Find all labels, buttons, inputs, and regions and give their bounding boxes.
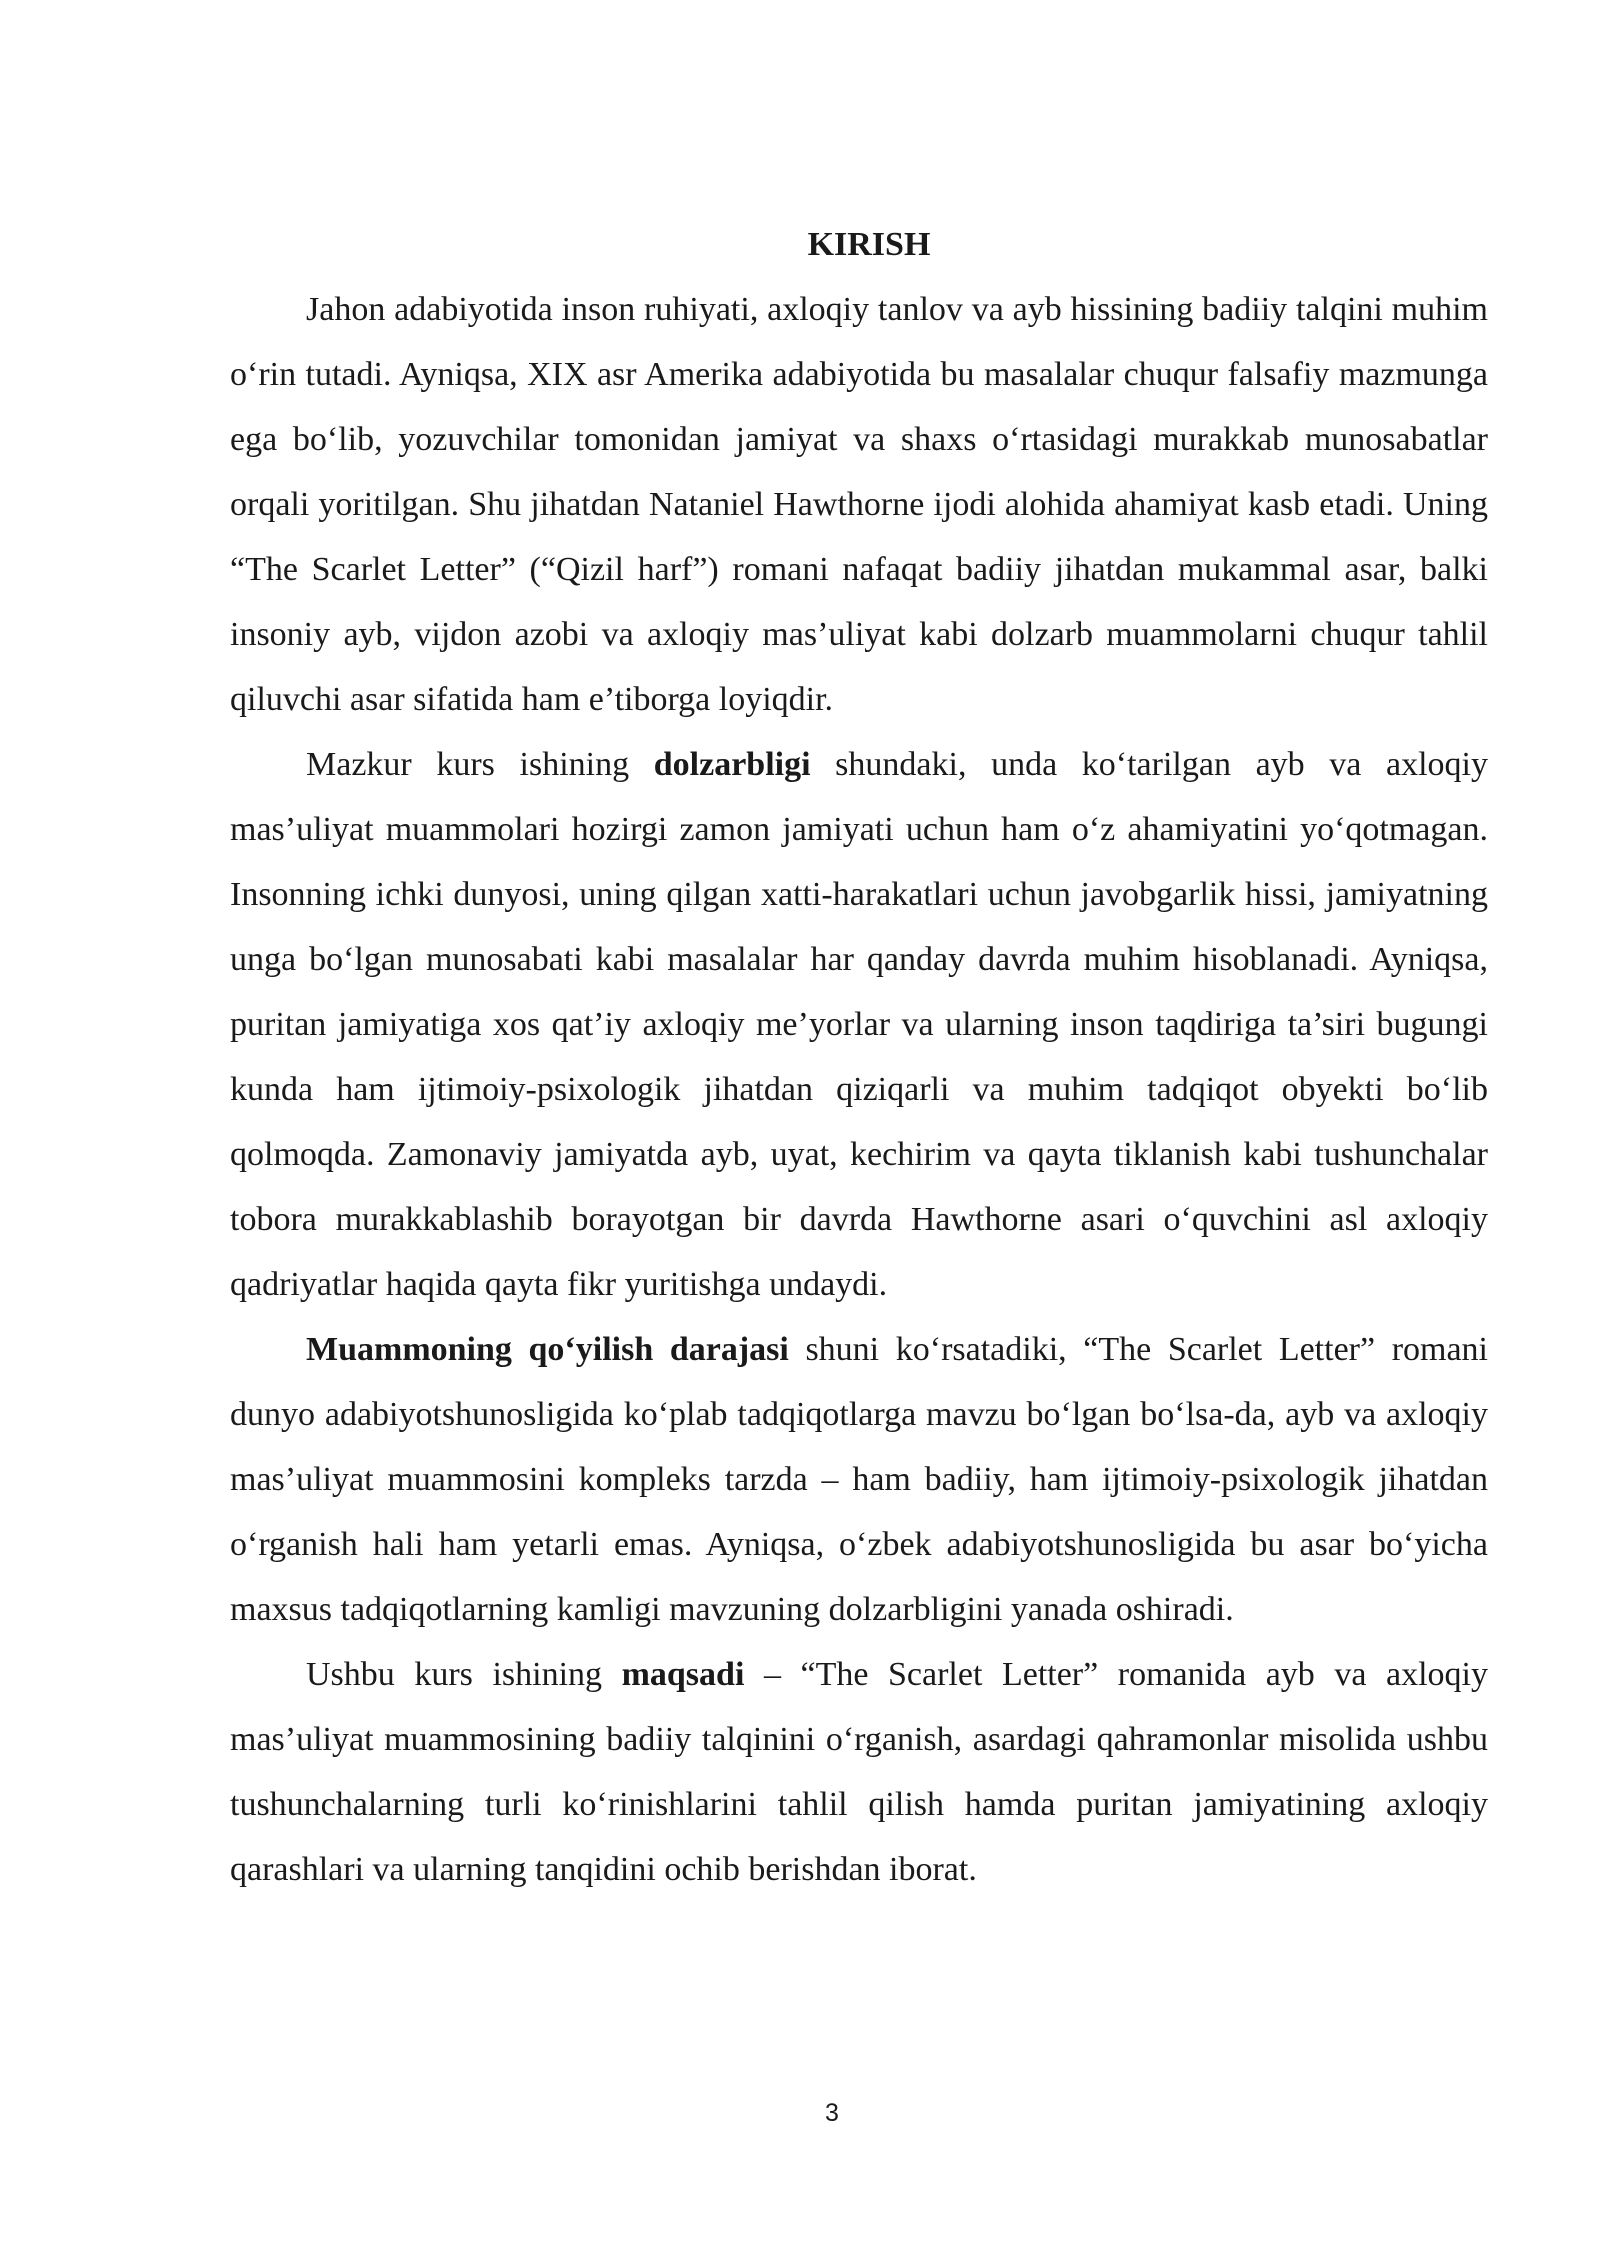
page-number: 3 (825, 2099, 839, 2127)
paragraph-text: shuni ko‘rsatadiki, “The Scarlet Letter” romani dunyo adabiyotshunosligida ko‘plab tadqiqotlarga mavzu bo‘lgan bo‘lsa-da, ayb va axloqiy mas’uliyat muammosini kompleks tarzda – ham badiiy, ham ijtimoiy-psixologik jihatdan o‘rganish hali ham yetarli emas. Ayniqsa, o‘zbek adabiyotshunosligida bu asar bo‘yicha maxsus tadqiqotlarning kamligi mavzuning dolzarbligini yanada oshiradi. (230, 1331, 1488, 1628)
bold-term: dolzarbligi (653, 746, 811, 783)
bold-term: maqsadi (621, 1656, 745, 1693)
paragraph-text: Ushbu kurs ishining (306, 1656, 622, 1693)
paragraph-text: Jahon adabiyotida inson ruhiyati, axloqiy tanlov va ayb hissining badiiy talqini muhim o‘rin tutadi. Ayniqsa, XIX asr Amerika adabiyotida bu masalalar chuqur falsafiy mazmunga ega bo‘lib, yozuvchilar tomonidan jamiyat va shaxs o‘rtasidagi murakkab munosabatlar orqali yoritilgan. Shu jihatdan Nataniel Hawthorne ijodi alohida ahamiyat kasb etadi. Uning “The Scarlet Letter” (“Qizil harf”) romani nafaqat badiiy jihatdan mukammal asar, balki insoniy ayb, vijdon azobi va axloqiy mas’uliyat kabi dolzarb muammolarni chuqur tahlil qiluvchi asar sifatida ham e’tiborga loyiqdir. (230, 291, 1488, 718)
paragraph-aim (230, 1642, 1488, 1902)
paragraph-text: Mazkur kurs ishining (306, 746, 654, 783)
paragraph-relevance (230, 732, 1488, 1317)
bold-term: Muammoning qo‘yilish darajasi (306, 1331, 789, 1368)
paragraph-text: shundaki, unda ko‘tarilgan ayb va axloqiy mas’uliyat muammolari hozirgi zamon jamiyati uchun ham o‘z ahamiyatini yo‘qotmagan. Insonning ichki dunyosi, uning qilgan xatti-harakatlari uchun javobgarlik hissi, jamiyatning unga bo‘lgan munosabati kabi masalalar har qanday davrda muhim hisoblanadi. Ayniqsa, puritan jamiyatiga xos qat’iy axloqiy me’yorlar va ularning inson taqdiriga ta’siri bugungi kunda ham ijtimoiy-psixologik jihatdan qiziqarli va muhim tadqiqot obyekti bo‘lib qolmoqda. Zamonaviy jamiyatda ayb, uyat, kechirim va qayta tiklanish kabi tushunchalar tobora murakkablashib borayotgan bir davrda Hawthorne asari o‘quvchini asl axloqiy qadriyatlar haqida qayta fikr yuritishga undaydi. (230, 746, 1488, 1303)
section-heading: KIRISH (807, 226, 931, 263)
paragraph-text: – “The Scarlet Letter” romanida ayb va axloqiy mas’uliyat muammosining badiiy talqinini o‘rganish, asardagi qahramonlar misolida ushbu tushunchalarning turli ko‘rinishlarini tahlil qilish hamda puritan jamiyatining axloqiy qarashlari va ularning tanqidini ochib berishdan iborat. (230, 1656, 1488, 1888)
paragraph-problem-study (230, 1317, 1488, 1642)
paragraph-introduction (230, 277, 1488, 732)
document-body (230, 212, 1488, 1902)
